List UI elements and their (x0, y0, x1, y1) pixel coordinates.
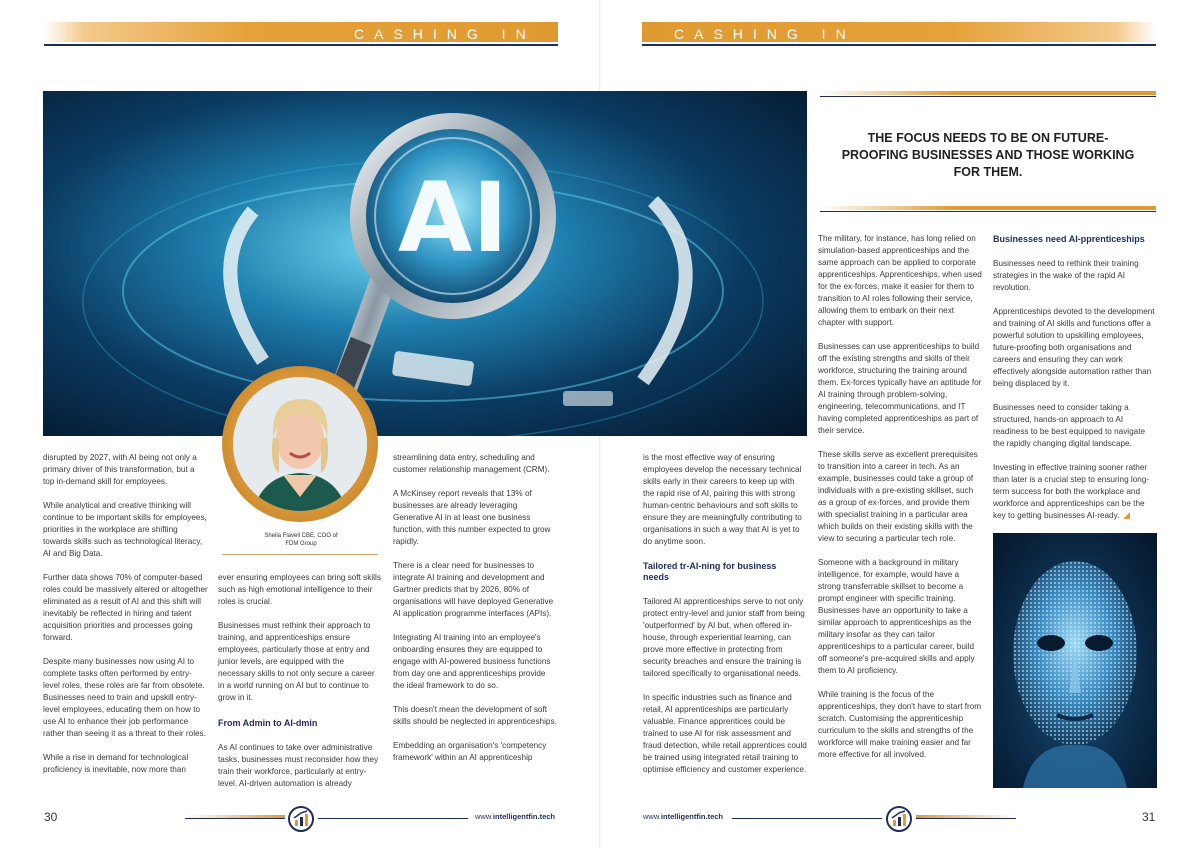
chart-arrow-logo-icon (886, 806, 912, 832)
pull-quote: THE FOCUS NEEDS TO BE ON FUTURE-PROOFING BUSINESSES AND THOSE WORKING FOR THEM. (841, 131, 1135, 179)
paragraph: Despite many businesses now using AI to complete tasks often performed by entry-level roles, these roles are far from obsolete. Businesses need to train and upskill entry-level employees, educating them on how to use AI to enhance their job performance rather than seeing it as a threat to their roles. (43, 657, 206, 738)
paragraph: Further data shows 70% of computer-based roles could be massively altered or altogether eliminated as a result of AI and this shift will inevitably be reflected in hiring and talent acquisition priorities and processes going forward. (43, 573, 208, 642)
paragraph: Embedding an organisation's 'competency framework' within an AI apprenticeship (393, 741, 547, 762)
paragraph: These skills serve as excellent prerequisites to transition into a career in tech. As an example, businesses could take a group of individuals with a pre-existing skillset, such as a group of ex-forces, and provide them with specialist training in a particular area which builds on their existing skills with the view to securing a particular tech role. (818, 450, 978, 543)
paragraph-final (993, 462, 1158, 522)
quote-bottom-rule (820, 206, 1156, 210)
section-header-left (44, 22, 558, 46)
paragraph: ever ensuring employees can bring soft skills such as high emotional intelligence to their roles is crucial. (218, 573, 381, 606)
paragraph: Tailored AI apprenticeships serve to not only protect entry-level and junior staff from being 'outperformed' by AI but, when offered in-house, through experiential learning, can prove more effective in protecting from security breaches and ensure the training is tailored specifically to organisational needs. (643, 597, 805, 678)
paragraph: disrupted by 2027, with AI being not only a primary driver of this transformation, but a top in-demand skill for employees. (43, 453, 197, 486)
logo-glyph (888, 808, 910, 830)
paragraph: As AI continues to take over administrative tasks, businesses must reconsider how they train their workforce, particularly at entry-level. AI-driven automation is already (218, 743, 379, 788)
portrait-illustration (233, 377, 367, 511)
left-column-1 (43, 452, 208, 776)
chart-arrow-logo-icon (288, 806, 314, 832)
caption-line: FDM Group (285, 541, 317, 547)
paragraph: In specific industries such as finance and retail, AI apprenticeships are particularly valuable. Finance apprentices could be trained to use AI for risk assessment and fraud detection, while retail apprentices could be trained using integrated retail training to optimise efficiency and customer experience. (643, 693, 807, 774)
subheading-ai-pprenticeships: Businesses need AI-pprenticeships (993, 234, 1145, 244)
portrait-sheila-flavell (233, 377, 367, 511)
paragraph: The military, for instance, has long relied on simulation-based apprenticeships and the same approach can be applied to corporate apprenticeships. Apprenticeships, when used for the ex-forces, make it easier for them to transition to AI roles following their service, allowing them to embark on their next chapter with support. (818, 234, 982, 327)
paragraph: Businesses need to consider taking a structured, hands-on approach to AI readiness to be best equipped to navigate the rapidly changing digital landscape. (993, 403, 1146, 448)
page-number-right: 31 (1142, 810, 1156, 824)
footer-rule (318, 818, 468, 819)
subheading-admin: From Admin to AI-dmin (218, 718, 318, 728)
hero-ai-text: AI (397, 162, 509, 274)
quote-bottom-line (820, 211, 1156, 212)
left-column-2 (218, 572, 381, 704)
url-prefix: www. (643, 812, 661, 821)
header-navy-line (44, 44, 558, 46)
paragraph: A McKinsey report reveals that 13% of businesses are already leveraging Generative AI in at least one business function, with this number expected to grow rapidly. (393, 489, 551, 546)
quote-top-rule (820, 91, 1156, 95)
footer-rule (185, 818, 285, 819)
caption-divider (222, 554, 378, 555)
right-column-1-cont (643, 596, 808, 776)
paragraph: Businesses need to rethink their training strategies in the wake of the rapid AI revolution. (993, 259, 1139, 292)
hero-image-ai-magnifier (43, 91, 807, 436)
paragraph: Someone with a background in military intelligence, for example, would have a strong transferrable skillset to become a prompt engineer with specific training. Businesses have an opportunity to take a similar approach to apprenticeships as the military insofar as they can tailor apprenticeships to a particular career, build off someone's pre-acquired skills and apply them to AI proficiency. (818, 558, 975, 675)
portrait-caption (254, 532, 348, 548)
paragraph: While training is the focus of the apprenticeships, they don't have to start from scratch. Customising the apprenticeship curriculum to the skills and strengths of the workforce will make training easier and far more effective for all involved. (818, 690, 982, 759)
website-link[interactable] (643, 812, 723, 821)
section-label: CASHING IN (674, 26, 856, 42)
url-prefix: www. (475, 812, 493, 821)
face-illustration (993, 533, 1157, 788)
logo-glyph (290, 808, 312, 830)
paragraph: This doesn't mean the development of soft skills should be neglected in apprenticeships. (393, 705, 557, 726)
caption-line: Sheila Flavell CBE, COO of (264, 533, 338, 539)
paragraph: While a rise in demand for technological proficiency is inevitable, now more than (43, 753, 189, 774)
paragraph-text: Investing in effective training sooner rather than later is a crucial step to ensuring long-term success for both the workplace and workforce and apprenticeships can be the key to getting businesses AI-ready. (993, 463, 1150, 520)
hero-illustration (43, 91, 807, 436)
left-column-3 (393, 452, 558, 764)
triangle-end-icon (1123, 512, 1130, 519)
paragraph: streamlining data entry, scheduling and customer relationship management (CRM). (393, 453, 550, 474)
paragraph: While analytical and creative thinking will continue to be important skills for employees, priorities in the workplace are shifting towards skills such as technological literacy, AI and Big Data. (43, 501, 207, 558)
right-column-2 (818, 233, 983, 761)
page-number-left: 30 (44, 810, 58, 824)
paragraph: Integrating AI training into an employee's onboarding ensures they are equipped to engage with AI-powered business functions from day one and apprenticeships provide the ideal framework to do so. (393, 633, 551, 690)
paragraph: Businesses can use apprenticeships to build off the existing strengths and skills of their workforce, structuring the training around them. Ex-forces typically have an aptitude for AI training through problem-solving, engineering, telecommunications, and IT having completed apprenticeships as part of their service. (818, 342, 982, 435)
digital-face-image (993, 533, 1157, 788)
right-column-3 (993, 258, 1158, 522)
header-navy-line (642, 44, 1156, 46)
subheading-tailored: Tailored tr-AI-ning for business needs (643, 561, 777, 582)
footer-rule (916, 818, 1016, 819)
paragraph: Businesses must rethink their approach to training, and apprenticeships ensure employees, particularly those at entry and junior levels, are equipped with the necessary skills to not only secure a career in a world running on AI but to continue to grow in it. (218, 621, 375, 702)
quote-top-line (820, 96, 1156, 97)
website-link[interactable] (475, 812, 555, 821)
url-domain: intelligentfin.tech (660, 812, 724, 821)
right-column-1 (643, 452, 808, 548)
paragraph: Apprenticeships devoted to the development and training of AI skills and functions offer a powerful solution to upskilling employees, future-proofing both organisations and careers and ensuring they can work effectively alongside automation rather than being displaced by it. (993, 307, 1155, 388)
left-column-2-cont (218, 742, 381, 790)
section-label: CASHING IN (354, 26, 536, 42)
paragraph: is the most effective way of ensuring employees develop the necessary technical skills early in their careers to keep up with the rapid rise of AI, pairing this with strong human-centric behaviours and soft skills to ensure they are meaningfully contributing to organisations in such a way that AI is yet to do anytime soon. (643, 453, 802, 546)
url-domain: intelligentfin.tech (492, 812, 556, 821)
paragraph: There is a clear need for businesses to integrate AI training and development and Gartner predicts that by 2026, 80% of organisations will have deployed Generative AI application programme interfaces (APIs). (393, 561, 554, 618)
footer-rule (732, 818, 882, 819)
section-header-right (642, 22, 1156, 46)
